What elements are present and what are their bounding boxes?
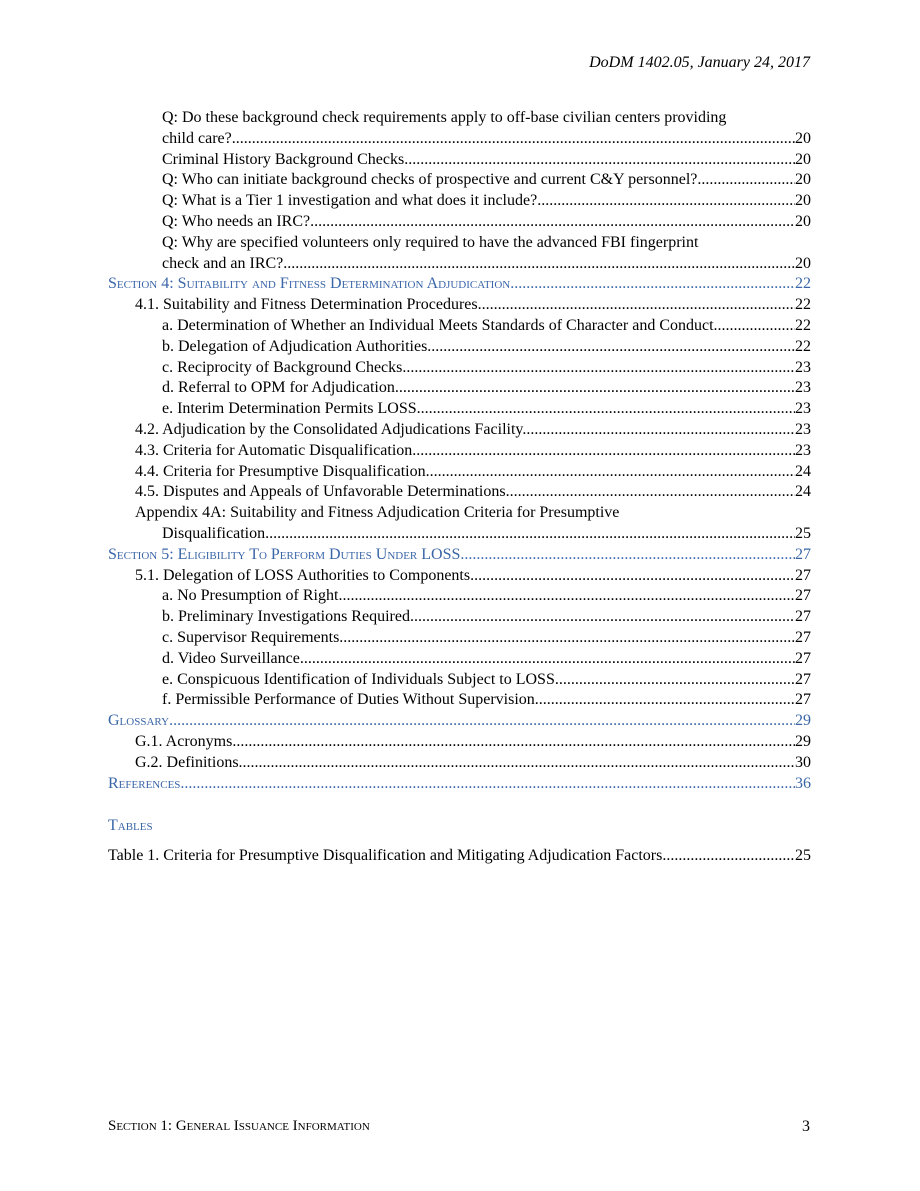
page-number: 27 <box>795 670 811 688</box>
toc-section-5[interactable]: Section 5: Eligibility To Perform Duties Under LOSS ..... 27 <box>108 545 811 566</box>
page-number: 20 <box>795 192 811 210</box>
dot-leader <box>539 690 795 711</box>
toc-entry-4-1-a[interactable]: a. Determination of Whether an Individual Meets Standards of Character and Conduct. ..... 22 <box>108 316 811 337</box>
footer-section-title: Section 1: General Issuance Information <box>108 1118 370 1134</box>
toc-entry-5-1[interactable]: 5.1. Delegation of LOSS Authorities to Components. ..... 27 <box>108 566 811 587</box>
dot-leader <box>236 732 795 753</box>
toc-entry-5-1-e[interactable]: e. Conspicuous Identification of Individuals Subject to LOSS. ..... 27 <box>108 670 811 691</box>
page-number: 23 <box>795 358 811 376</box>
page-number: 29 <box>795 732 811 750</box>
page-number: 36 <box>795 774 811 792</box>
toc-entry-q-irc[interactable]: Q: Who needs an IRC? ..... 20 <box>108 212 811 233</box>
page-number: 23 <box>795 400 811 418</box>
page-number: 23 <box>795 441 811 459</box>
page-number: 27 <box>795 587 811 605</box>
page-number: 27 <box>795 628 811 646</box>
toc-entry-q-volunteers[interactable]: check and an IRC? ..... 20 <box>108 254 811 275</box>
page-number: 27 <box>795 545 811 563</box>
toc-table-1[interactable]: Table 1. Criteria for Presumptive Disqualification and Mitigating Adjudication Factors. ..... 25 <box>108 846 811 867</box>
toc-entry-4-1-c[interactable]: c. Reciprocity of Background Checks. ..... 23 <box>108 358 811 379</box>
toc-entry-q-offbase[interactable]: child care? ..... 20 <box>108 129 811 150</box>
dot-leader <box>310 212 795 233</box>
page-number: 24 <box>795 462 811 480</box>
dot-leader <box>718 316 795 337</box>
dot-leader <box>416 441 795 462</box>
page-number: 20 <box>795 150 811 168</box>
document-reference: DoDM 1402.05, January 24, 2017 <box>589 54 810 71</box>
page-number: 27 <box>795 649 811 667</box>
page-number: 22 <box>795 337 811 355</box>
toc-entry-q-offbase-line1[interactable]: Q: Do these background check requirements apply to off-base civilian centers providing <box>162 109 727 126</box>
dot-leader <box>482 295 795 316</box>
toc-entry-5-1-b[interactable]: b. Preliminary Investigations Required. ..... 27 <box>108 607 811 628</box>
toc-entry-4-1-b[interactable]: b. Delegation of Adjudication Authorities. ..... 22 <box>108 337 811 358</box>
toc-entry-4-4[interactable]: 4.4. Criteria for Presumptive Disqualification. ..... 24 <box>108 462 811 483</box>
dot-leader <box>666 846 795 867</box>
toc-entry-q-volunteers-line1[interactable]: Q: Why are specified volunteers only required to have the advanced FBI fingerprint <box>162 233 699 251</box>
page-number: 20 <box>795 212 811 230</box>
toc-entry-appendix-4a-line1[interactable]: Appendix 4A: Suitability and Fitness Adjudication Criteria for Presumptive <box>135 504 620 522</box>
table-of-contents <box>108 108 811 867</box>
page-number: 29 <box>795 712 811 730</box>
toc-entry-4-1-d[interactable]: d. Referral to OPM for Adjudication. ..... 23 <box>108 378 811 399</box>
page-number: 27 <box>795 691 811 709</box>
dot-leader <box>342 586 795 607</box>
dot-leader <box>431 337 795 358</box>
dot-leader <box>460 545 795 566</box>
dot-leader <box>526 420 795 441</box>
page-number: 23 <box>795 379 811 397</box>
dot-leader <box>697 170 795 191</box>
dot-leader <box>283 254 795 275</box>
dot-leader <box>399 378 795 399</box>
toc-entry-appendix-4a[interactable]: Disqualification. ..... 25 <box>108 524 811 545</box>
dot-leader <box>232 129 795 150</box>
dot-leader <box>180 774 795 795</box>
footer-page-number: 3 <box>802 1118 810 1135</box>
toc-entry-4-5[interactable]: 4.5. Disputes and Appeals of Unfavorable Determinations. ..... 24 <box>108 482 811 503</box>
toc-entry-q-initiate[interactable]: Q: Who can initiate background checks of prospective and current C&Y personnel? ..... 20 <box>108 170 811 191</box>
dot-leader <box>406 358 795 379</box>
toc-entry-g-2[interactable]: G.2. Definitions. ..... 30 <box>108 753 811 774</box>
page-number: 27 <box>795 608 811 626</box>
toc-entry-5-1-c[interactable]: c. Supervisor Requirements. ..... 27 <box>108 628 811 649</box>
dot-leader <box>408 150 795 171</box>
toc-references[interactable]: References ..... 36 <box>108 774 811 795</box>
page-number: 23 <box>795 420 811 438</box>
dot-leader <box>269 524 795 545</box>
page-number: 22 <box>795 316 811 334</box>
dot-leader <box>510 274 795 295</box>
dot-leader <box>169 711 795 732</box>
dot-leader <box>537 191 795 212</box>
toc-entry-4-2[interactable]: 4.2. Adjudication by the Consolidated Adjudications Facility. ..... 23 <box>108 420 811 441</box>
page-number: 25 <box>795 847 811 865</box>
toc-entry-4-1[interactable]: 4.1. Suitability and Fitness Determination Procedures. ..... 22 <box>108 295 811 316</box>
page-number: 27 <box>795 566 811 584</box>
dot-leader <box>474 566 795 587</box>
dot-leader <box>343 628 795 649</box>
dot-leader <box>430 462 795 483</box>
tables-heading: Tables <box>108 817 153 835</box>
toc-entry-4-3[interactable]: 4.3. Criteria for Automatic Disqualification. ..... 23 <box>108 441 811 462</box>
page-number: 20 <box>795 171 811 189</box>
toc-entry-q-tier1[interactable]: Q: What is a Tier 1 investigation and what does it include? ..... 20 <box>108 191 811 212</box>
dot-leader <box>414 607 795 628</box>
toc-section-4[interactable]: Section 4: Suitability and Fitness Determination Adjudication ..... 22 <box>108 274 811 295</box>
dot-leader <box>559 670 795 691</box>
dot-leader <box>243 753 795 774</box>
page-number: 20 <box>795 129 811 147</box>
page-number: 24 <box>795 483 811 501</box>
page-number: 30 <box>795 753 811 771</box>
toc-entry-5-1-d[interactable]: d. Video Surveillance. ..... 27 <box>108 649 811 670</box>
dot-leader <box>510 482 795 503</box>
toc-entry-5-1-f[interactable]: f. Permissible Performance of Duties Without Supervision. ..... 27 <box>108 690 811 711</box>
toc-entry-criminal-history[interactable]: Criminal History Background Checks. ..... 20 <box>108 150 811 171</box>
page-number: 22 <box>795 296 811 314</box>
page-number: 22 <box>795 275 811 293</box>
dot-leader <box>421 399 795 420</box>
dot-leader <box>304 649 795 670</box>
toc-entry-4-1-e[interactable]: e. Interim Determination Permits LOSS. ..... 23 <box>108 399 811 420</box>
page-number: 20 <box>795 254 811 272</box>
toc-entry-g-1[interactable]: G.1. Acronyms. ..... 29 <box>108 732 811 753</box>
page-number: 25 <box>795 524 811 542</box>
toc-glossary[interactable]: Glossary ..... 29 <box>108 711 811 732</box>
toc-entry-5-1-a[interactable]: a. No Presumption of Right. ..... 27 <box>108 586 811 607</box>
